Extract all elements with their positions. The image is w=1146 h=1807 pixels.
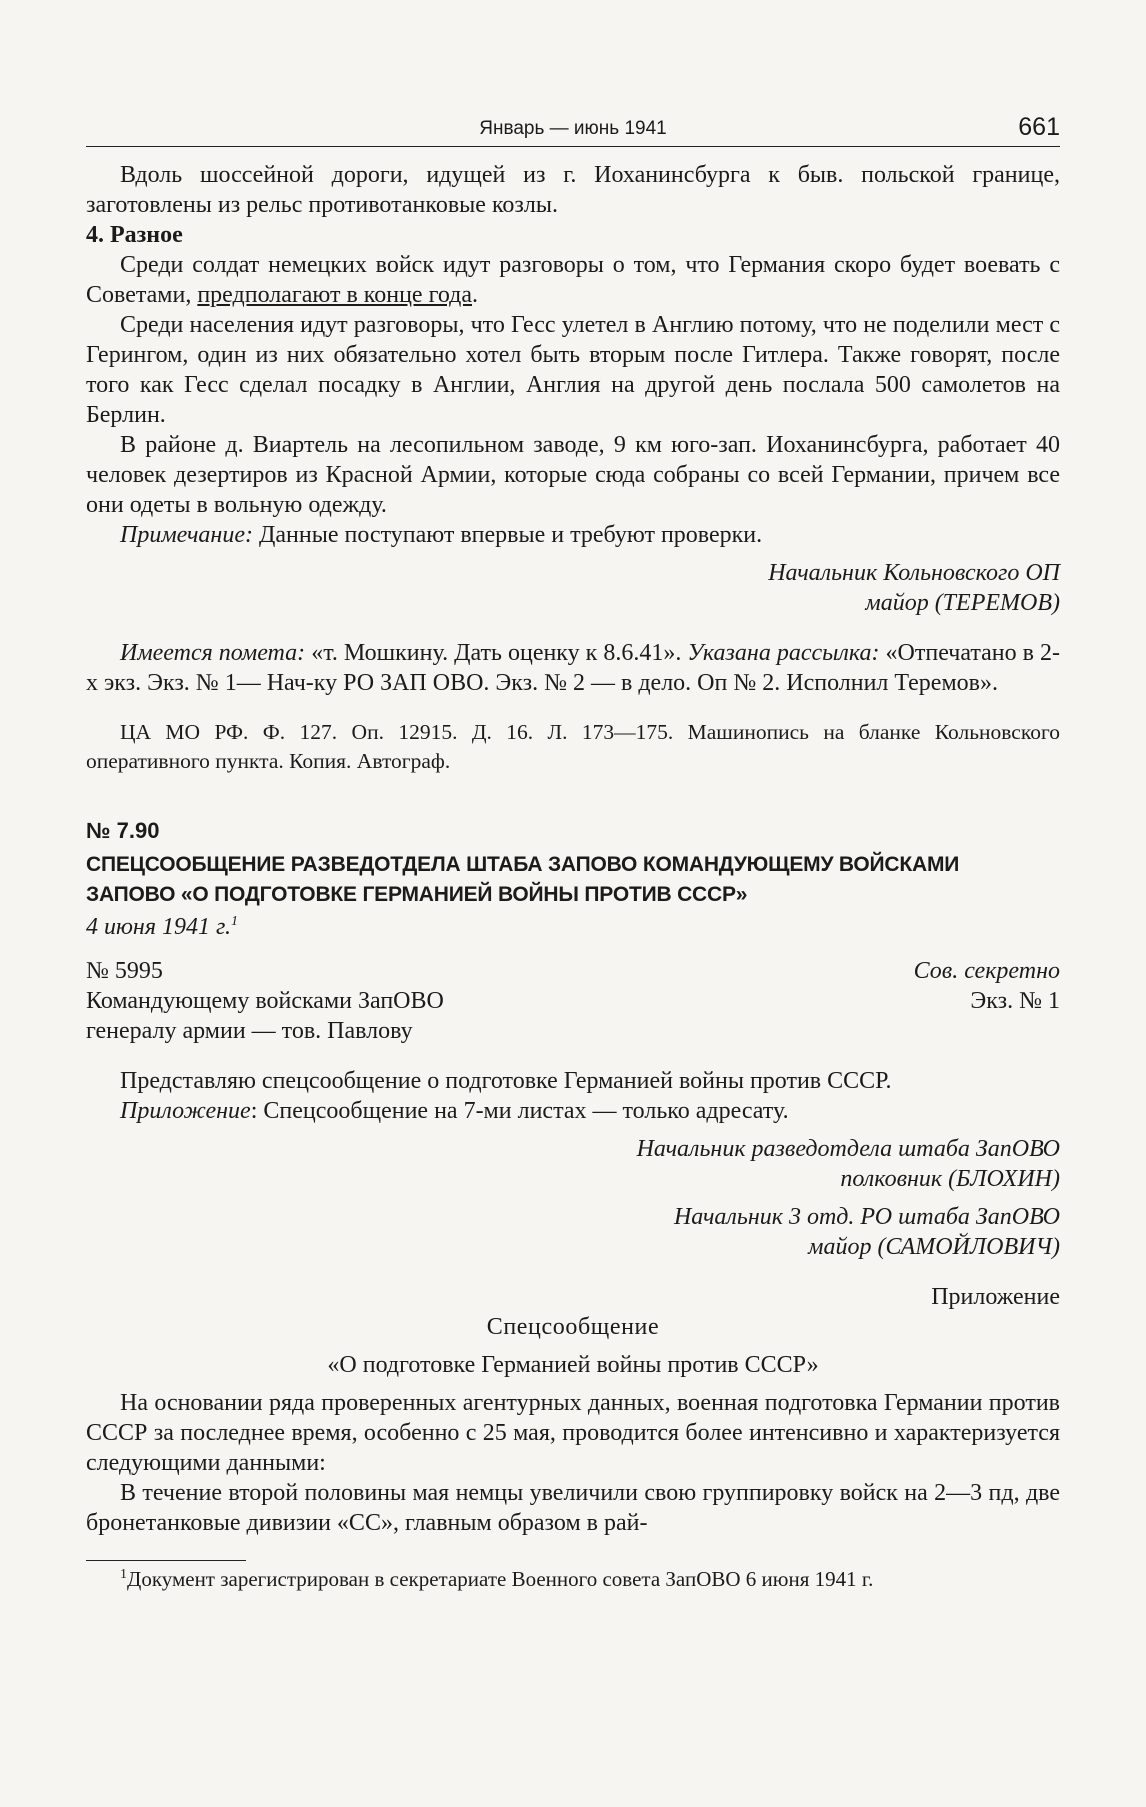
mark-label: Имеется помета:: [120, 640, 306, 666]
prev-signer-line-2: майор (ТЕРЕМОВ): [865, 590, 1060, 616]
note-label: Примечание:: [120, 522, 253, 548]
copy-number: Экз. № 1: [970, 988, 1060, 1014]
mark-text: «т. Мошкину. Дать оценку к 8.6.41».: [305, 640, 688, 666]
running-title: Январь — июнь 1941: [479, 118, 667, 139]
report-paragraph-1: На основании ряда проверенных агентурных данных, военная подготовка Германии против СССР за последнее время, особенно с 25 мая, проводится более интенсивно и характеризуется следующими данными:: [86, 1390, 1060, 1476]
underlined-phrase: предполагают в конце года: [197, 282, 473, 308]
appendix-label: Приложение: [120, 1098, 251, 1124]
secrecy-stamp: Сов. секретно: [913, 958, 1060, 984]
registry-number: № 5995: [86, 958, 163, 984]
cover-paragraph: Представляю спецсообщение о подготовке Германией войны против СССР.: [120, 1068, 892, 1094]
signer-1-line-2: полковник (БЛОХИН): [840, 1166, 1060, 1192]
prev-paragraph-1: Вдоль шоссейной дороги, идущей из г. Иоханинсбурга к быв. польской границе, заготовлены из рельс противотанковые козлы.: [86, 162, 1060, 218]
prev-signer-line-1: Начальник Кольновского ОП: [768, 560, 1060, 586]
prev-paragraph-4: В районе д. Виартель на лесопильном заводе, 9 км юго-зап. Иоханинсбурга, работает 40 человек дезертиров из Красной Армии, которые сюда собраны со всей Германии, причем все они одеты в вольную одежду.: [86, 432, 1060, 518]
addressee-line-1: Командующему войсками ЗапОВО: [86, 988, 444, 1014]
signer-2-line-1: Начальник 3 отд. РО штаба ЗапОВО: [673, 1204, 1060, 1230]
note-paragraph: [86, 520, 1060, 550]
registry-row: [86, 956, 1060, 986]
special-subtitle: «О подготовке Германией войны против СССР»: [327, 1352, 819, 1378]
document-title-line-2: ЗАПОВО «О ПОДГОТОВКЕ ГЕРМАНИЕЙ ВОЙНЫ ПРОТИВ СССР»: [86, 883, 748, 906]
prev-paragraph-2-start: Среди солдат немецких войск идут разговоры о том, что Германия скоро будет воевать с Советами,: [86, 252, 1060, 308]
appendix-text: : Спецсообщение на 7-ми листах — только адресату.: [250, 1098, 789, 1124]
section-heading: 4. Разное: [86, 222, 183, 248]
special-heading: Спецсообщение: [486, 1314, 660, 1340]
document-title-line-1: СПЕЦСООБЩЕНИЕ РАЗВЕДОТДЕЛА ШТАБА ЗАПОВО КОМАНДУЮЩЕМУ ВОЙСКАМИ: [86, 853, 960, 876]
running-header: [86, 112, 1060, 147]
footnote: [86, 1565, 1060, 1593]
prev-paragraph-2-end: .: [472, 282, 479, 308]
attachment-label: Приложение: [931, 1284, 1060, 1310]
page-body: [86, 160, 1060, 1593]
page-number: 661: [1018, 113, 1060, 141]
document-date-text: 4 июня 1941 г.: [86, 914, 232, 940]
document-number: № 7.90: [86, 818, 160, 843]
footnote-mark: 1: [120, 1567, 127, 1582]
prev-paragraph-2: [86, 250, 1060, 310]
appendix-paragraph: [86, 1096, 1060, 1126]
footnote-text: Документ зарегистрирован в секретариате Военного совета ЗапОВО 6 июня 1941 г.: [127, 1567, 874, 1591]
prev-paragraph-3: Среди населения идут разговоры, что Гесс улетел в Англию потому, что не поделили мест с Герингом, один из них обязательно хотел быть вторым после Гитлера. Также говорят, после того как Гесс сделал посадку в Англии, Англия на другой день послала 500 самолетов на Берлин.: [86, 312, 1060, 428]
signer-1-line-1: Начальник разведотдела штаба ЗапОВО: [636, 1136, 1060, 1162]
footnote-separator: [86, 1560, 246, 1561]
archival-mark: [86, 638, 1060, 698]
distribution-text: «Отпечатано в 2-х экз. Экз. № 1— Нач-ку РО ЗАП ОВО. Экз. № 2 — в дело. Оп № 2. Исполнил Теремов».: [86, 640, 1061, 696]
distribution-label: Указана рассылка:: [687, 640, 880, 666]
document-date: [86, 912, 1060, 942]
note-text: Данные поступают впервые и требуют проверки.: [252, 522, 763, 548]
footnote-ref: 1: [231, 914, 239, 929]
report-paragraph-2: В течение второй половины мая немцы увеличили свою группировку войск на 2—3 пд, две бронетанковые дивизии «СС», главным образом в рай-: [86, 1480, 1060, 1536]
signer-2-line-2: майор (САМОЙЛОВИЧ): [808, 1234, 1060, 1260]
addressee-line-2: генералу армии — тов. Павлову: [86, 1018, 413, 1044]
archival-source: ЦА МО РФ. Ф. 127. Оп. 12915. Д. 16. Л. 173—175. Машинопись на бланке Кольновского оперативного пункта. Копия. Автограф.: [86, 720, 1060, 773]
